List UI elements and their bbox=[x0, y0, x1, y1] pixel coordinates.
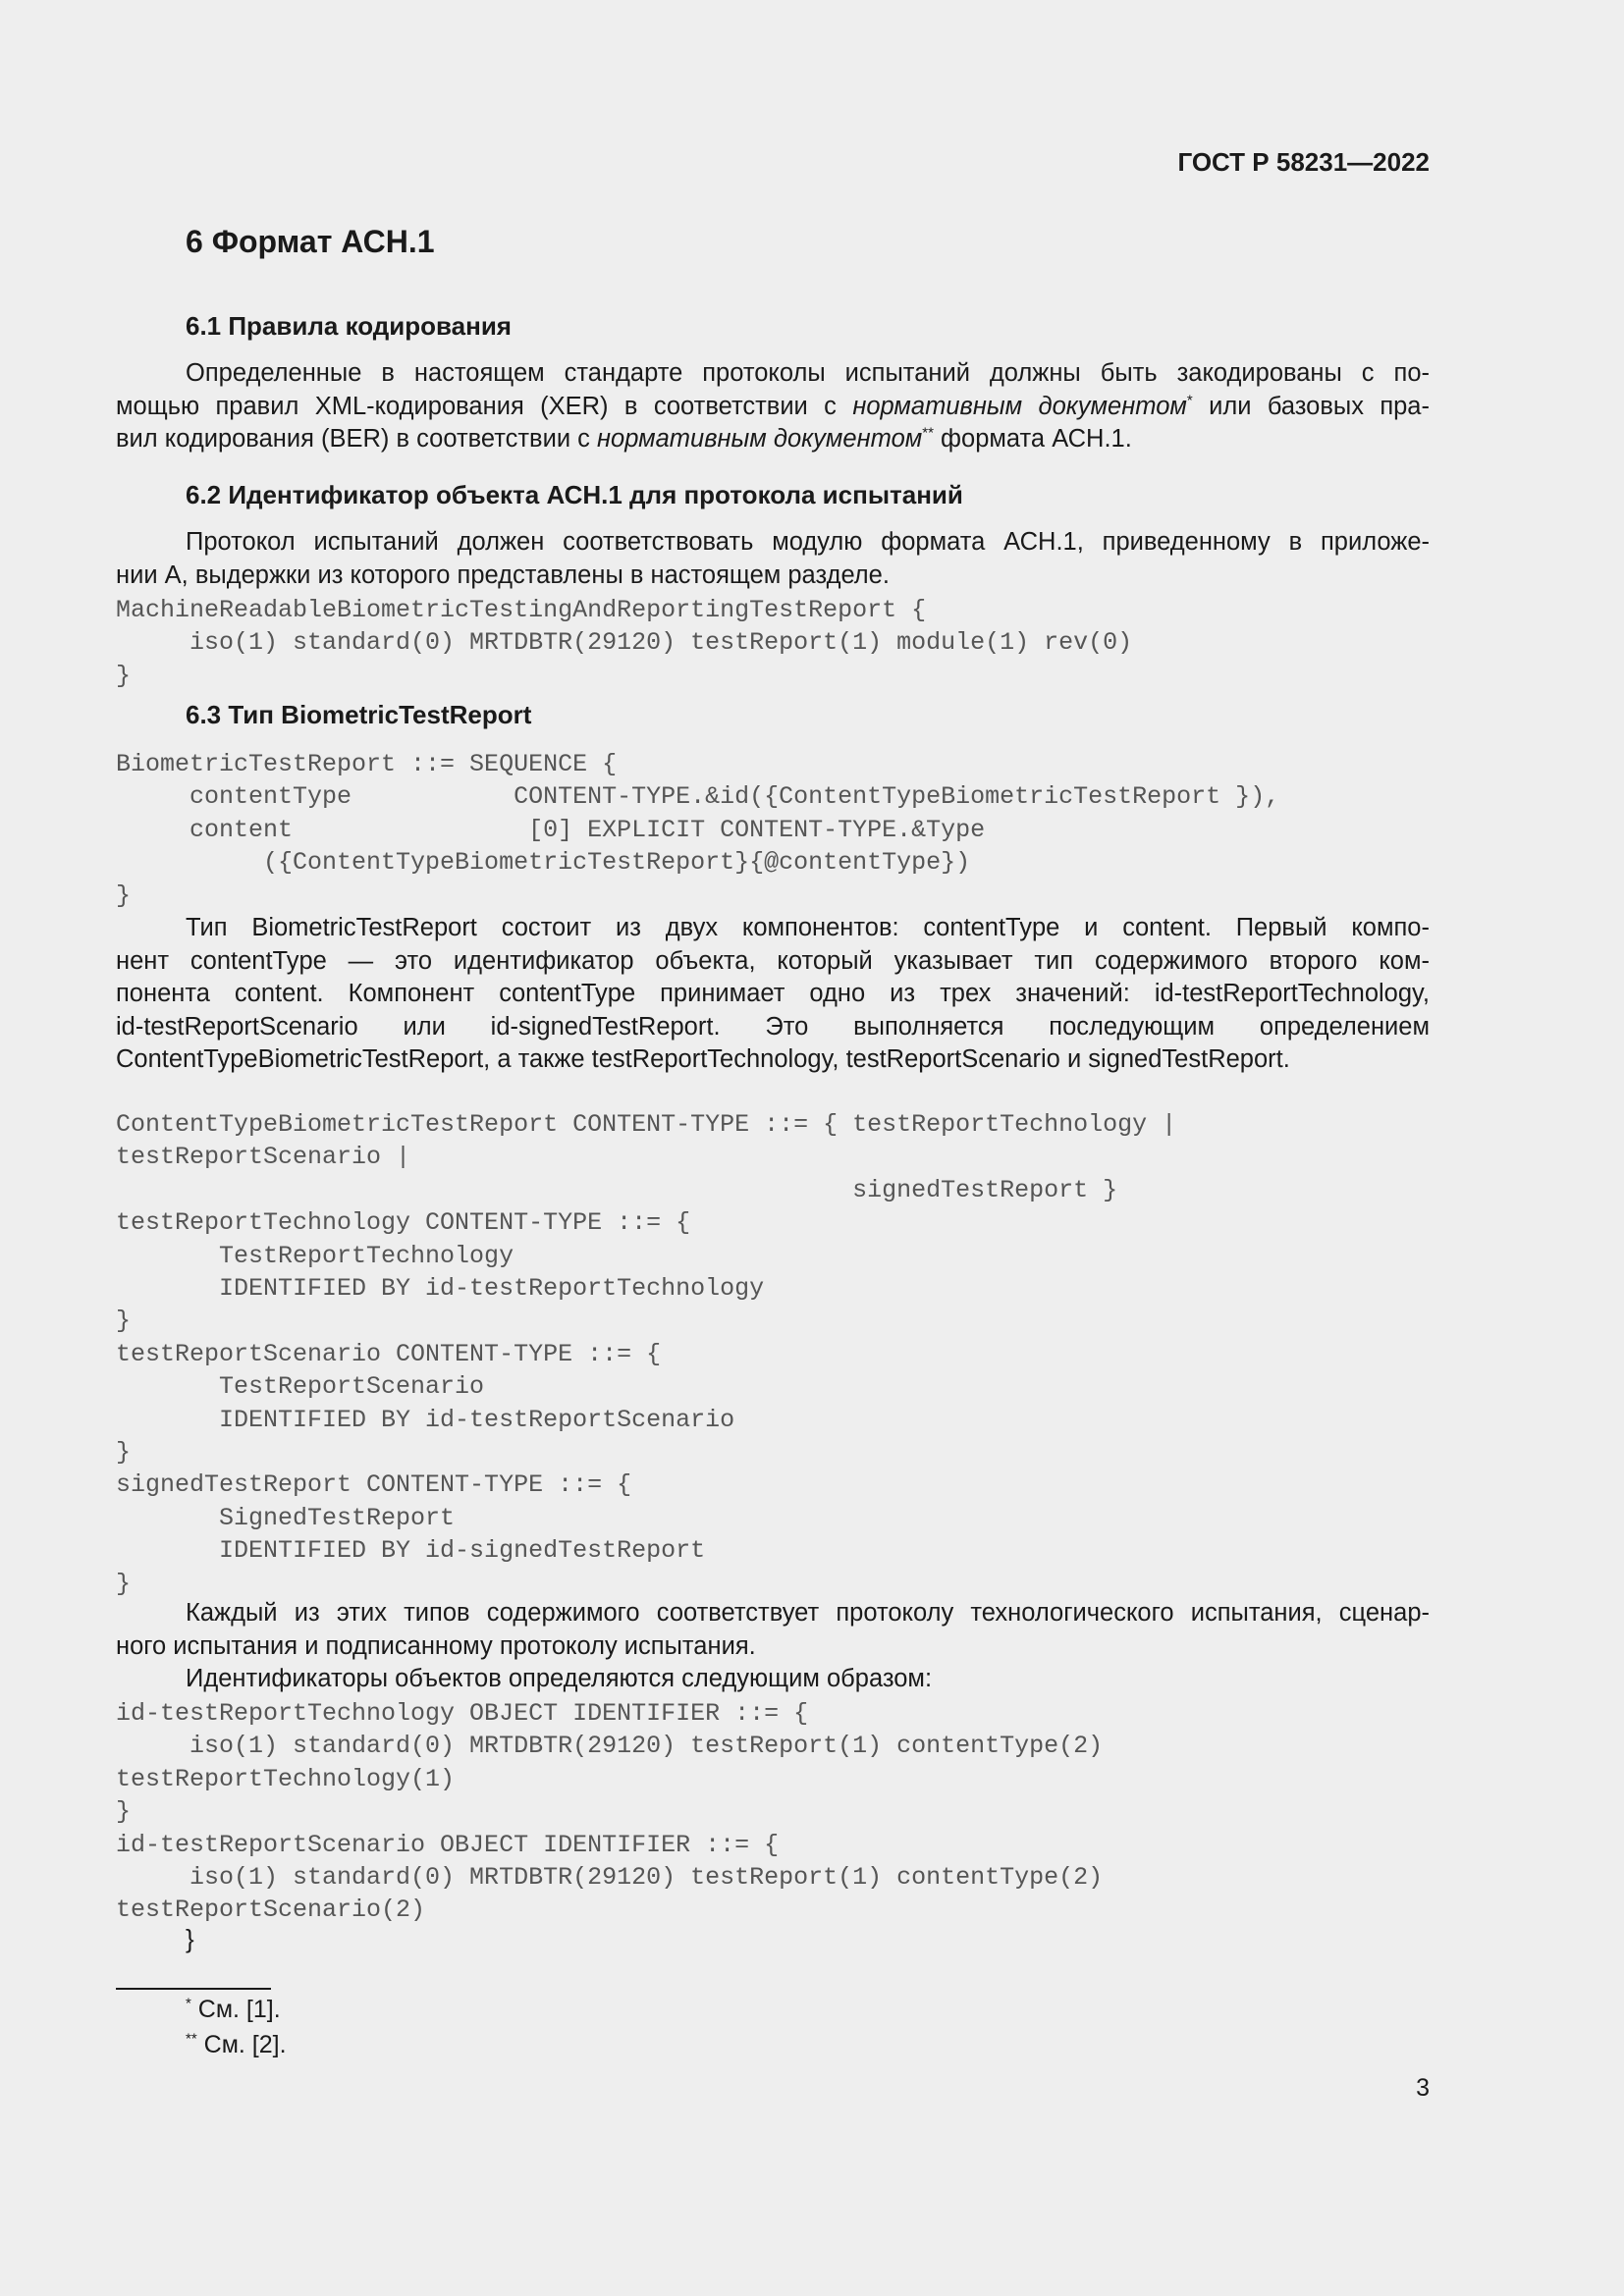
subsection-6-3-title: 6.3 Тип BiometricTestReport bbox=[186, 700, 532, 729]
content-types-paragraph bbox=[116, 1597, 1430, 1696]
paragraph-line: ного испытания и подписанному протоколу испытания. bbox=[116, 1631, 756, 1660]
subsection-6-2-title: 6.2 Идентификатор объекта АСН.1 для протокола испытаний bbox=[186, 480, 963, 509]
page-number: 3 bbox=[1416, 2074, 1430, 2102]
code-block-biometric-test-report: BiometricTestReport ::= SEQUENCE { contentType CONTENT-TYPE.&id({ContentTypeBiometricTestReport }), content [0] EXPLICIT CONTENT-TYPE.&Type ({ContentTypeBiometricTestReport}{@contentType}) } bbox=[116, 750, 1280, 910]
paragraph-line: вил кодирования (BER) в соответствии с нормативным документом** формата АСН.1. bbox=[116, 424, 1132, 453]
footnote-mark: * bbox=[1186, 392, 1193, 408]
paragraph-line: нент contentType — это идентификатор объекта, который указывает тип содержимого второго ком- bbox=[116, 946, 1430, 975]
footnote-separator bbox=[116, 1988, 271, 1990]
code-block-content-types: ContentTypeBiometricTestReport CONTENT-TYPE ::= { testReportTechnology | testReportScenario | signedTestReport } testReportTechnology CONTENT-TYPE ::= { TestReportTechnology IDENTIFIED BY id-testReportTechnology } testReportScenario CONTENT-TYPE ::= { TestReportScenario IDENTIFIED BY id-testReportScenario } signedTestReport CONTENT-TYPE ::= { SignedTestReport IDENTIFIED BY id-signedTestReport } bbox=[116, 1110, 1177, 1598]
reference-italic: нормативным документом bbox=[597, 425, 923, 453]
footnote-2: ** См. [2]. bbox=[186, 2030, 287, 2058]
paragraph-line: Каждый из этих типов содержимого соответствует протоколу технологического испытания, сценар- bbox=[186, 1599, 1430, 1627]
footnote-1: * См. [1]. bbox=[186, 1995, 281, 2023]
reference-italic: нормативным документом bbox=[852, 392, 1187, 420]
paragraph-line: понента content. Компонент contentType принимает одно из трех значений: id-testReportTechnology, bbox=[116, 980, 1430, 1007]
paragraph-line: Тип BiometricTestReport состоит из двух компонентов: contentType и content. Первый компо- bbox=[186, 914, 1430, 941]
code-block-module-id: MachineReadableBiometricTestingAndReportingTestReport { iso(1) standard(0) MRTDBTR(29120) testReport(1) module(1) rev(0) } bbox=[116, 596, 1133, 690]
paragraph-line: нии А, выдержки из которого представлены в настоящем разделе. bbox=[116, 561, 890, 589]
code-block-object-identifiers: id-testReportTechnology OBJECT IDENTIFIER ::= { iso(1) standard(0) MRTDBTR(29120) testReport(1) contentType(2) testReportTechnology(1) } id-testReportScenario OBJECT IDENTIFIER ::= { iso(1) standard(0) MRTDBTR(29120) testReport(1) contentType(2) testReportScenario(2) bbox=[116, 1699, 1104, 1925]
paragraph-line: Определенные в настоящем стандарте протоколы испытаний должны быть закодированы с по- bbox=[186, 359, 1430, 387]
paragraph-line: ContentTypeBiometricTestReport, а также testReportTechnology, testReportScenario и signedTestReport. bbox=[116, 1045, 1290, 1073]
footnote-mark: ** bbox=[922, 424, 934, 442]
paragraph-line: Идентификаторы объектов определяются следующим образом: bbox=[186, 1665, 933, 1692]
section-title: 6 Формат АСН.1 bbox=[186, 224, 435, 259]
paragraph-line: мощью правил XML-кодирования (XER) в соответствии с нормативным документом* или базовых пра- bbox=[116, 392, 1430, 420]
paragraph-line: id-testReportScenario или id-signedTestReport. Это выполняется последующим определением bbox=[116, 1012, 1430, 1041]
subsection-6-3-paragraph bbox=[116, 912, 1430, 1077]
closing-brace: } bbox=[186, 1924, 194, 1953]
subsection-6-2-paragraph bbox=[116, 526, 1430, 592]
subsection-6-1-paragraph bbox=[116, 357, 1430, 456]
subsection-6-1-title: 6.1 Правила кодирования bbox=[186, 311, 512, 341]
document-header: ГОСТ Р 58231—2022 bbox=[1177, 147, 1430, 177]
paragraph-line: Протокол испытаний должен соответствовать модулю формата АСН.1, приведенному в приложе- bbox=[186, 528, 1430, 556]
